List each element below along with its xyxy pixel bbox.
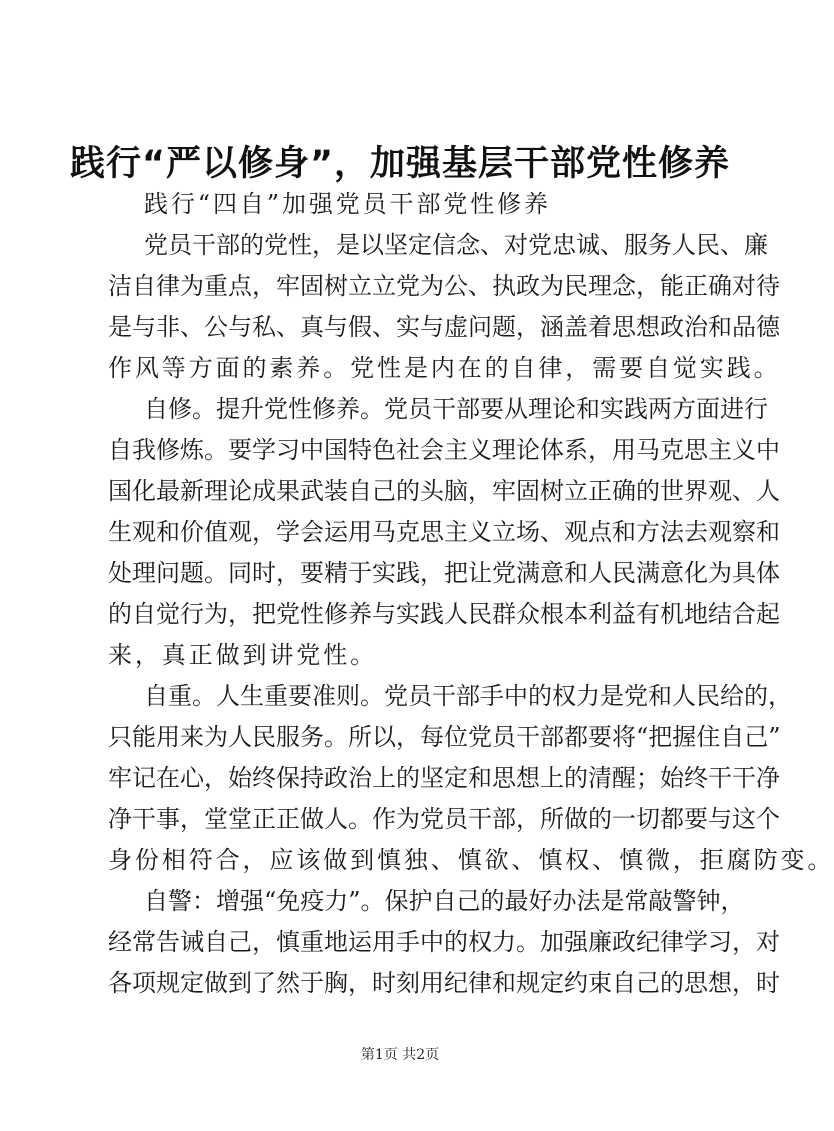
text-line: 党员干部的党性，是以坚定信念、对党忠诚、服务人民、廉 <box>144 231 768 259</box>
text-line: 身份相符合，应该做到慎独、慎欲、慎权、慎微，拒腐防变。 <box>108 846 834 874</box>
text-line: 净干事，堂堂正正做人。作为党员干部，所做的一切都要与这个 <box>108 805 780 833</box>
text-line: 处理问题。同时，要精于实践，把让党满意和人民满意化为具体 <box>108 559 780 587</box>
text-line: 生观和价值观，学会运用马克思主义立场、观点和方法去观察和 <box>108 518 780 546</box>
text-line: 各项规定做到了然于胸，时刻用纪律和规定约束自己的思想，时 <box>108 969 780 997</box>
text-line: 自重。人生重要准则。党员干部手中的权力是党和人民给的， <box>144 682 792 710</box>
page-number: 第1页 共2页 <box>360 1047 440 1063</box>
text-line: 来，真正做到讲党性。 <box>108 641 377 669</box>
subtitle: 践行“四自”加强党员干部党性修养 <box>144 190 551 218</box>
text-line: 自我修炼。要学习中国特色社会主义理论体系，用马克思主义中 <box>108 436 780 464</box>
text-line: 牢记在心，始终保持政治上的坚定和思想上的清醒；始终干干净 <box>108 764 780 792</box>
document-title: 践行“严以修身”，加强基层干部党性修养 <box>69 144 730 184</box>
text-line: 只能用来为人民服务。所以，每位党员干部都要将“把握住自己” <box>108 723 781 751</box>
document-body <box>108 186 834 1006</box>
text-line: 的自觉行为，把党性修养与实践人民群众根本利益有机地结合起 <box>108 600 780 628</box>
text-line: 国化最新理论成果武装自己的头脑，牢固树立正确的世界观、人 <box>108 477 780 505</box>
text-line: 自修。提升党性修养。党员干部要从理论和实践两方面进行 <box>144 395 768 423</box>
text-line: 是与非、公与私、真与假、实与虚问题，涵盖着思想政治和品德 <box>108 313 780 341</box>
text-line: 洁自律为重点，牢固树立立党为公、执政为民理念，能正确对待 <box>108 272 780 300</box>
text-line: 自警：增强“免疫力”。保护自己的最好办法是常敲警钟， <box>144 887 745 915</box>
text-line: 经常告诫自己，慎重地运用手中的权力。加强廉政纪律学习，对 <box>108 928 780 956</box>
text-line: 作风等方面的素养。党性是内在的自律，需要自觉实践。 <box>108 354 781 382</box>
